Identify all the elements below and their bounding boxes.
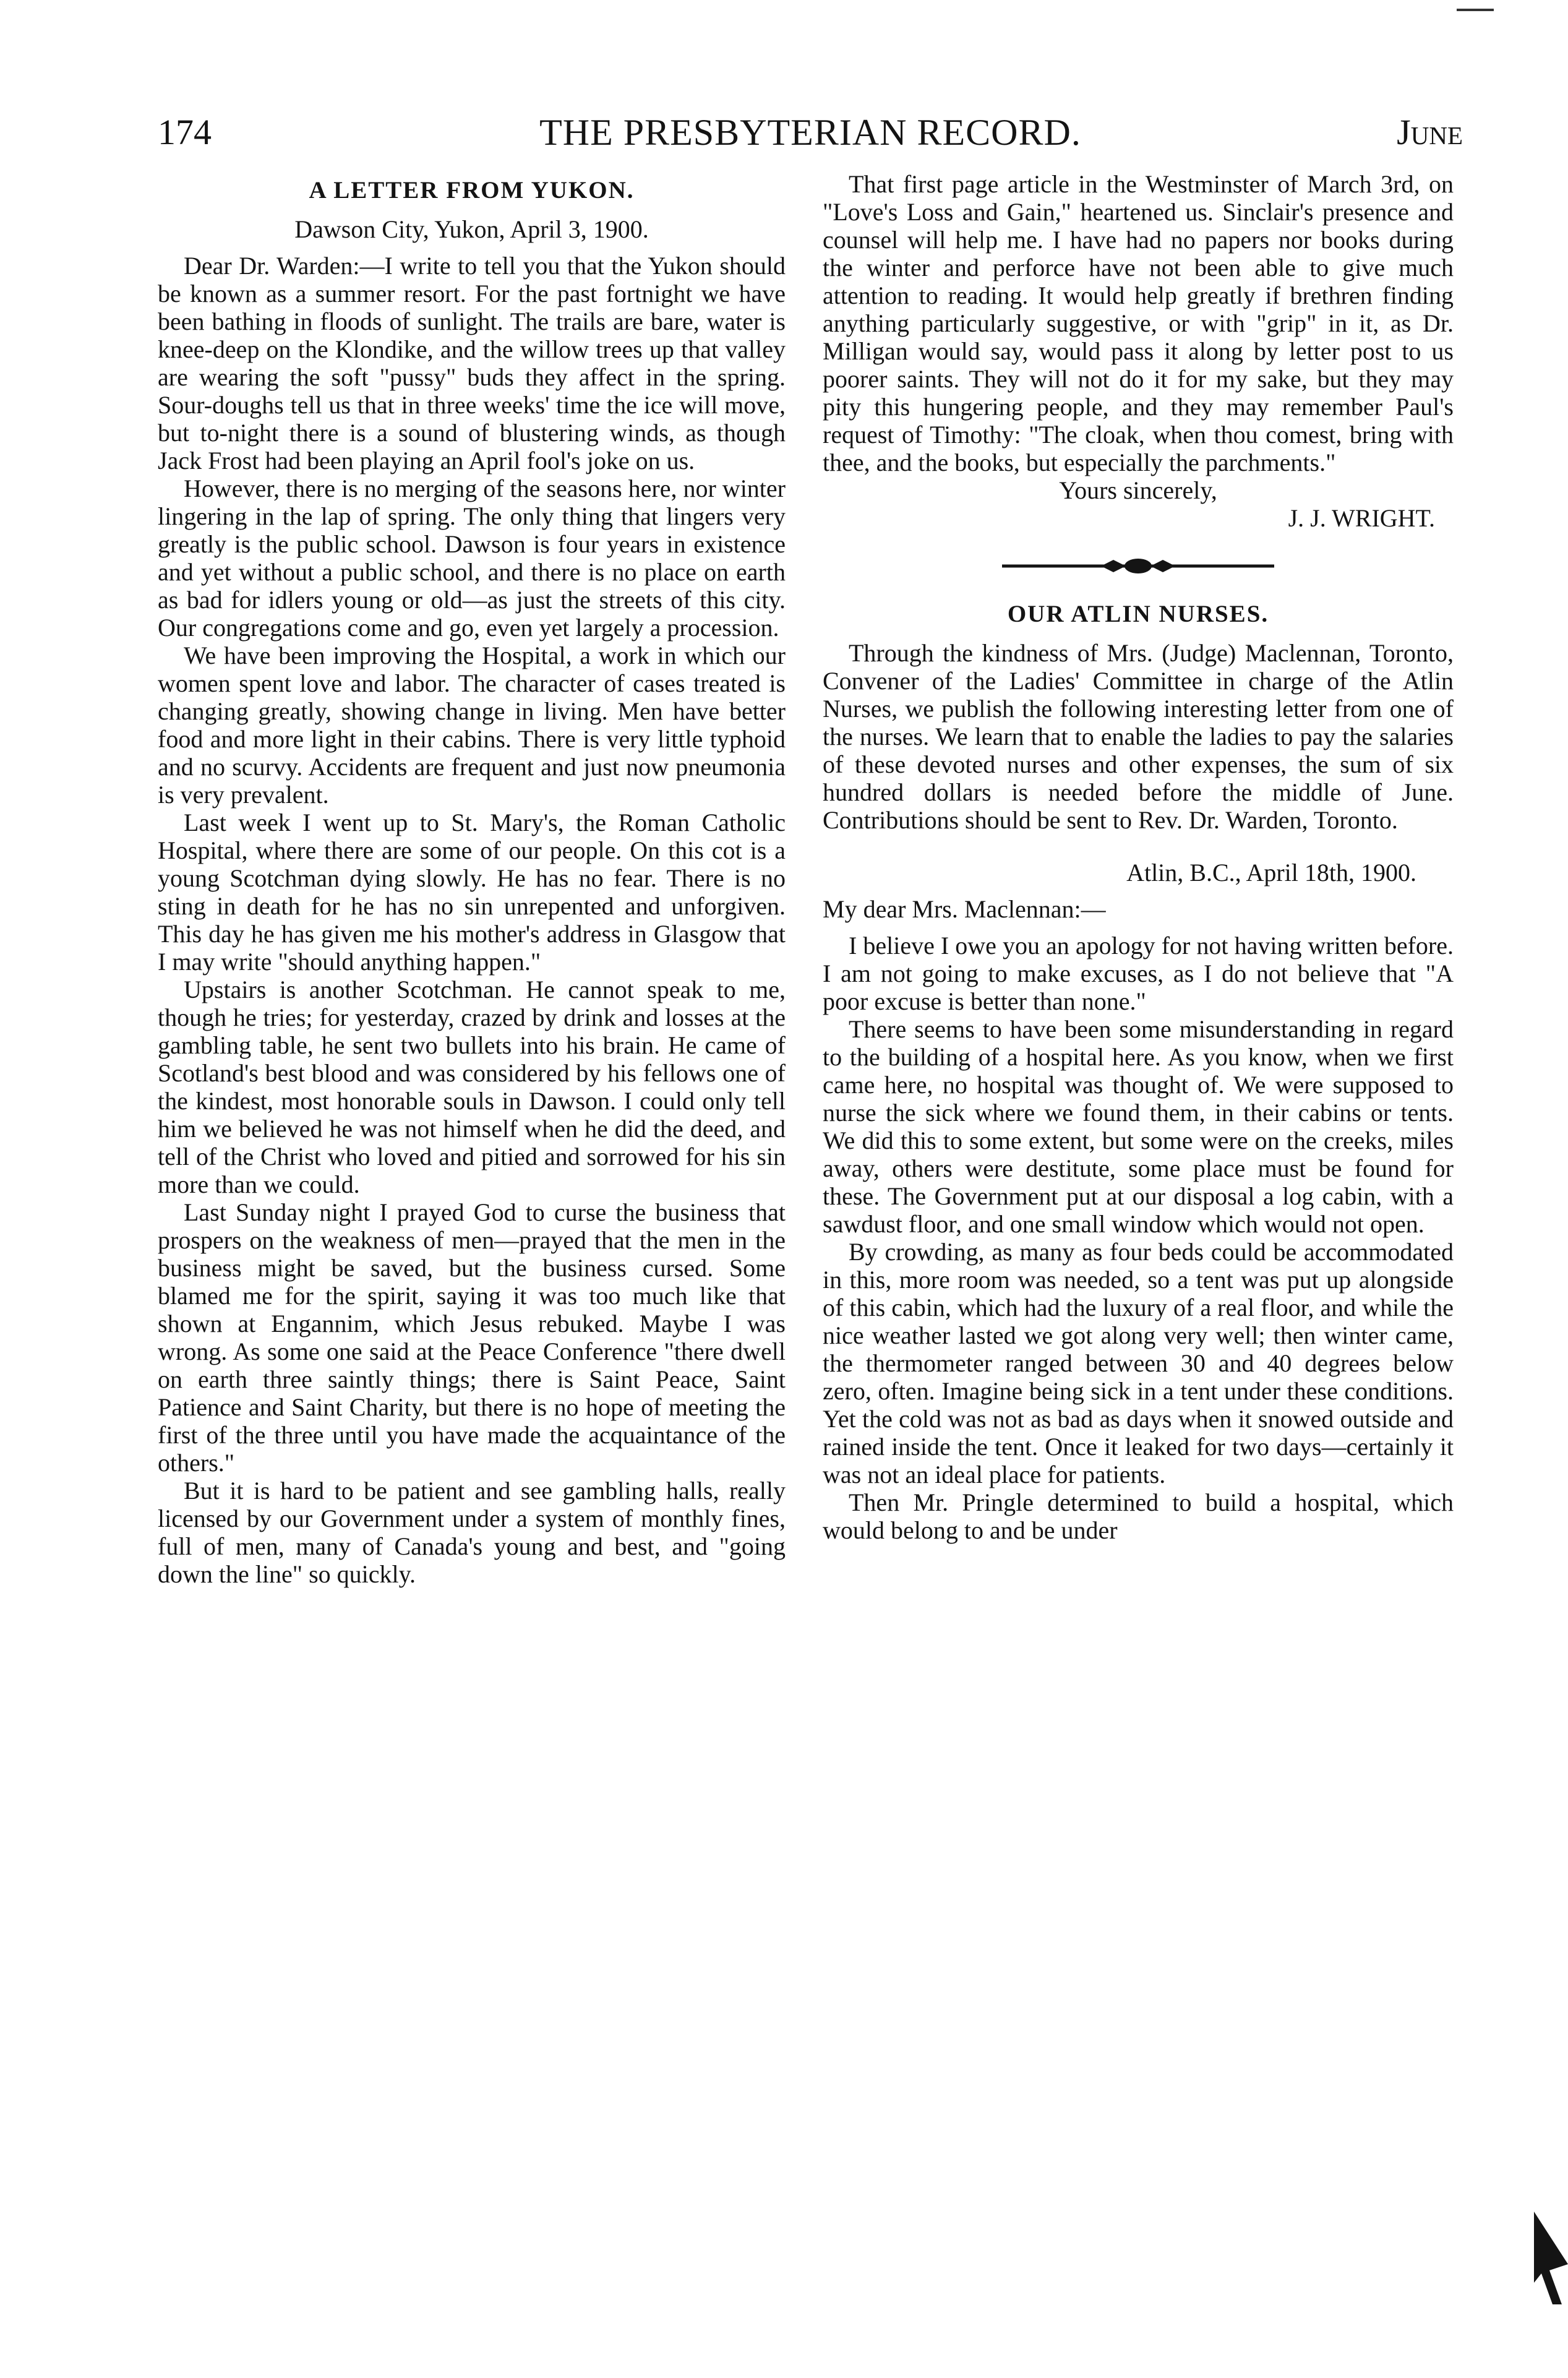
paragraph: Upstairs is another Scotchman. He cannot speak to me, though he tries; for yesterday, crazed by drink and losses at the gambling table, he sent two bullets into his brain. He came of Scotland's best blood and was considered by his fellows one of the kindest, most honorable souls in Dawson. I could only tell him we believed he was not himself when he did the deed, and tell of the Christ who loved and pitied and sorrowed for his sin more than we could.: [158, 976, 786, 1198]
dateline-dawson: Dawson City, Yukon, April 3, 1900.: [294, 215, 649, 243]
paragraph: Through the kindness of Mrs. (Judge) Maclennan, Toronto, Convener of the Ladies' Committee in charge of the Atlin Nurses, we publish the following interesting letter from one of the nurses. We learn that to enable the ladies to pay the salaries of these devoted nurses and other expenses, the sum of six hundred dollars is needed before the middle of June. Contributions should be sent to Rev. Dr. Warden, Toronto.: [823, 639, 1454, 834]
page-number: 174: [158, 112, 212, 152]
page-header: [158, 111, 1463, 161]
paragraph: By crowding, as many as four beds could be accommodated in this, more room was needed, so a tent was put up alongside of this cabin, which had the luxury of a real floor, and while the nice weather lasted we got along very well; then winter came, the thermometer ranged between 30 and 40 degrees below zero, often. Imagine being sick in a tent under these conditions. Yet the cold was not as bad as days when it snowed outside and rained inside the tent. Once it leaked for two days—certainly it was not an ideal place for patients.: [823, 1238, 1454, 1488]
article-headline-atlin: OUR ATLIN NURSES.: [1007, 601, 1269, 627]
scan-edge-mark: [1457, 9, 1494, 11]
section-divider-ornament: [1002, 557, 1274, 575]
salutation: My dear Mrs. Maclennan:—: [823, 895, 1106, 923]
letter-signature: J. J. WRIGHT.: [1288, 504, 1435, 532]
paragraph: We have been improving the Hospital, a work in which our women spent love and labor. The character of cases treated is changing greatly, showing change in living. Men have better food and more light in their cabins. There is very little typhoid and no scurvy. Accidents are frequent and just now pneumonia is very prevalent.: [158, 642, 786, 809]
dateline-atlin: Atlin, B.C., April 18th, 1900.: [1126, 859, 1416, 886]
paragraph: That first page article in the Westminster of March 3rd, on "Love's Loss and Gain," heartened us. Sinclair's presence and counsel will help me. I have had no papers nor books during the winter and perforce have not been able to give much attention to reading. It would help greatly if brethren finding anything particularly suggestive, or with "grip" in it, as Dr. Milligan would say, would pass it along by letter post to us poorer saints. They will not do it for my sake, but they may pity this hungering people, and they may remember Paul's request of Timothy: "The cloak, when thou comest, bring with thee, and the books, but especially the parchments.": [823, 170, 1454, 476]
paragraph: There seems to have been some misunderstanding in regard to the building of a hospital here. As you know, when we first came here, no hospital was thought of. We were supposed to nurse the sick where we found them, in their cabins or tents. We did this to some extent, but some were on the creeks, miles away, others were destitute, some place must be found for these. The Government put at our disposal a log cabin, with a sawdust floor, and one small window which would not open.: [823, 1015, 1454, 1238]
paragraph: Then Mr. Pringle determined to build a hospital, which would belong to and be under: [823, 1488, 1454, 1544]
paragraph: I believe I owe you an apology for not having written before. I am not going to make excuses, as I do not believe that "A poor excuse is better than none.": [823, 932, 1454, 1015]
paragraph: But it is hard to be patient and see gambling halls, really licensed by our Government under a system of monthly fines, full of men, many of Canada's young and best, and "going down the line" so quickly.: [158, 1477, 786, 1588]
paragraph: Last week I went up to St. Mary's, the Roman Catholic Hospital, where there are some of our people. On this cot is a young Scotchman dying slowly. He has no fear. There is no sting in death for he has no sin unrepented and unforgiven. This day he has given me his mother's address in Glasgow that I may write "should anything happen.": [158, 809, 786, 976]
journal-title: THE PRESBYTERIAN RECORD.: [539, 112, 1081, 153]
page-turn-arrow-icon: [1534, 2212, 1568, 2304]
paragraph: However, there is no merging of the seasons here, nor winter lingering in the lap of spring. The only thing that lingers very greatly is the public school. Dawson is four years in existence and yet without a public school, and there is no place on earth as bad for idlers young or old—as just the streets of this city. Our congregations come and go, even yet largely a procession.: [158, 474, 786, 642]
issue-month: June: [1397, 112, 1463, 152]
paragraph: Dear Dr. Warden:—I write to tell you that the Yukon should be known as a summer resort. For the past fortnight we have been bathing in floods of sunlight. The trails are bare, water is knee-deep on the Klondike, and the willow trees up that valley are wearing the soft "pussy" buds they affect in the spring. Sour-doughs tell us that in three weeks' time the ice will move, but to-night there is a sound of blustering winds, as though Jack Frost had been playing an April fool's joke on us.: [158, 252, 786, 474]
left-column: [158, 170, 786, 1588]
paragraph: Last Sunday night I prayed God to curse the business that prospers on the weakness of men—prayed that the men in the business might be saved, but the business cursed. Some blamed me for the spirit, saying it was too much like that shown at Engannim, which Jesus rebuked. Maybe I was wrong. As some one said at the Peace Conference "there dwell on earth three saintly things; there is Saint Peace, Saint Patience and Saint Charity, but there is no hope of meeting the first of the three until you have made the acquaintance of the others.": [158, 1198, 786, 1477]
article-headline-yukon: A LETTER FROM YUKON.: [309, 177, 635, 204]
right-column: [823, 170, 1454, 1544]
letter-closing: Yours sincerely,: [1059, 476, 1217, 504]
